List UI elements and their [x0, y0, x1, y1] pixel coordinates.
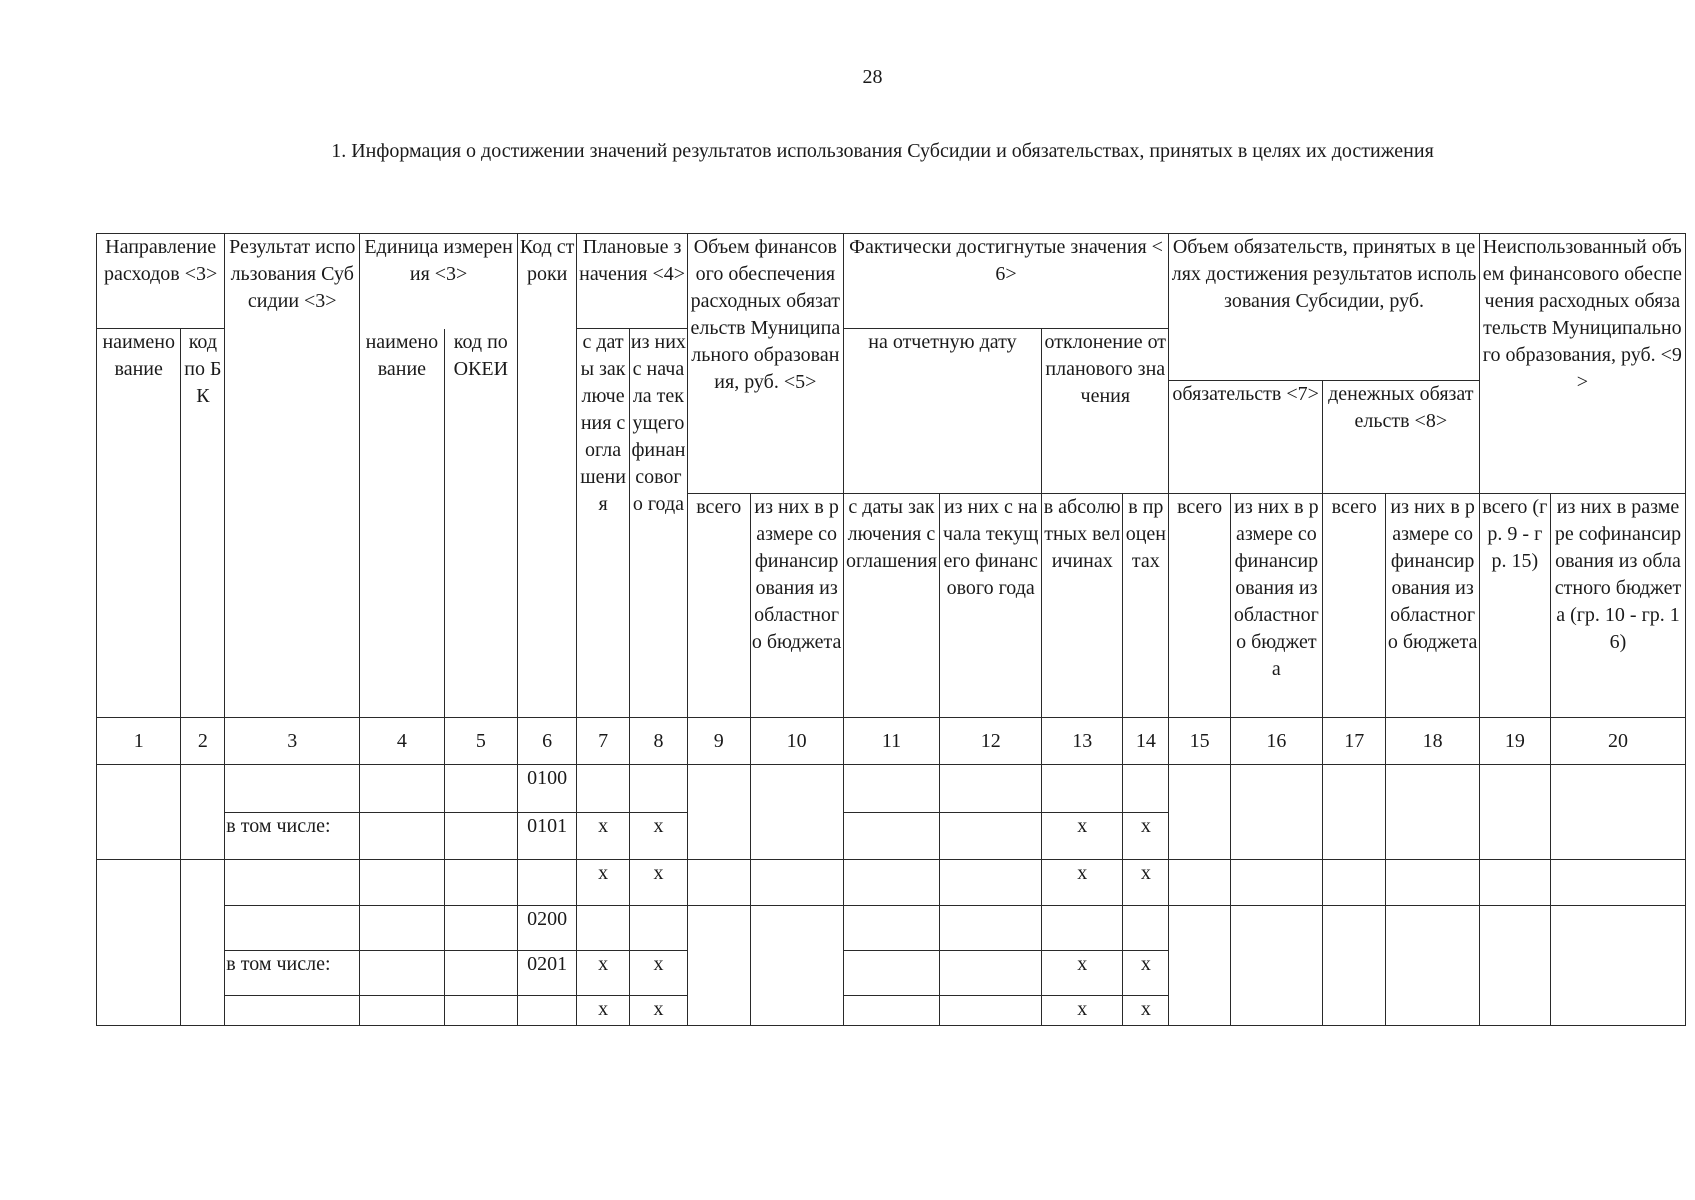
table-cell[interactable] — [181, 860, 225, 1026]
table-cell[interactable] — [518, 996, 577, 1026]
header-naimenovanie: наименование — [97, 329, 181, 718]
row-code: 0201 — [518, 951, 577, 996]
table-cell[interactable] — [1550, 906, 1685, 1026]
column-number: 3 — [225, 718, 360, 765]
header-rezultat: Результат использования Субсидии <3> — [225, 234, 360, 718]
x-mark: x — [629, 860, 687, 906]
x-mark: x — [1123, 951, 1169, 996]
table-cell[interactable] — [1386, 765, 1479, 860]
table-cell[interactable] — [1169, 765, 1230, 860]
table-cell[interactable] — [843, 906, 939, 951]
header-neisp-iz-nih: из них в размере софинансирования из областного бюджета (гр. 10 - гр. 16) — [1550, 494, 1685, 718]
table-cell[interactable] — [360, 996, 444, 1026]
column-number: 5 — [444, 718, 517, 765]
table-cell[interactable] — [1169, 906, 1230, 1026]
table-cell[interactable] — [940, 951, 1042, 996]
row-code: 0200 — [518, 906, 577, 951]
x-mark: x — [577, 813, 630, 860]
x-mark: x — [1042, 813, 1123, 860]
header-obyaz-vsego: всего — [1169, 494, 1230, 718]
column-number: 20 — [1550, 718, 1685, 765]
table-cell[interactable] — [750, 860, 843, 906]
header-obyaz: Объем обязательств, принятых в целях достижения результатов использования Субсидии, руб. — [1169, 234, 1479, 381]
column-number: 12 — [940, 718, 1042, 765]
table-cell[interactable] — [940, 906, 1042, 951]
header-fakt-iz-nih: из них с начала текущего финансового года — [940, 494, 1042, 718]
column-number: 13 — [1042, 718, 1123, 765]
header-v-proc: в процентах — [1123, 494, 1169, 718]
table-cell[interactable] — [1479, 906, 1550, 1026]
table-cell[interactable] — [444, 813, 517, 860]
table-cell[interactable] — [629, 906, 687, 951]
v-tom-chisle-label: в том числе: — [225, 813, 360, 860]
column-number: 19 — [1479, 718, 1550, 765]
table-cell[interactable] — [1230, 860, 1322, 906]
header-plan-iz-nih: из них с начала текущего финансового года — [629, 329, 687, 718]
x-mark: x — [629, 996, 687, 1026]
table-cell[interactable] — [1479, 860, 1550, 906]
column-number: 9 — [688, 718, 751, 765]
column-number: 6 — [518, 718, 577, 765]
table-cell[interactable] — [577, 906, 630, 951]
table-cell[interactable] — [1386, 906, 1479, 1026]
results-table — [96, 233, 1686, 1026]
table-cell[interactable] — [1550, 765, 1685, 860]
header-den-8: денежных обязательств <8> — [1322, 381, 1479, 494]
table-cell[interactable] — [750, 906, 843, 1026]
header-neisp: Неиспользованный объем финансового обеспечения расходных обязательств Муниципального образования, руб. <9> — [1479, 234, 1685, 494]
table-cell[interactable] — [940, 860, 1042, 906]
table-cell[interactable] — [750, 765, 843, 860]
table-cell[interactable] — [688, 765, 751, 860]
table-cell[interactable] — [1322, 860, 1386, 906]
header-fakt: Фактически достигнутые значения <6> — [843, 234, 1169, 329]
v-tom-chisle-label: в том числе: — [225, 951, 360, 996]
header-otklonenie: отклонение от планового значения — [1042, 329, 1169, 494]
header-obem: Объем финансового обеспечения расходных обязательств Муниципального образования, руб. <5> — [688, 234, 844, 494]
column-number: 11 — [843, 718, 939, 765]
header-plan: Плановые значения <4> — [577, 234, 688, 329]
header-okei: код по ОКЕИ — [444, 329, 517, 718]
table-cell[interactable] — [843, 813, 939, 860]
header-fakt-c-daty: с даты заключения соглашения — [843, 494, 939, 718]
table-cell[interactable] — [444, 951, 517, 996]
header-den-vsego: всего — [1322, 494, 1386, 718]
table-cell[interactable] — [1042, 765, 1123, 813]
table-cell[interactable] — [688, 906, 751, 1026]
header-den-iz-nih: из них в размере софинансирования из областного бюджета — [1386, 494, 1479, 718]
table-cell[interactable] — [940, 996, 1042, 1026]
header-edinica-naim: наименование — [360, 329, 444, 718]
header-obyaz-iz-nih: из них в размере софинансирования из областного бюджета — [1230, 494, 1322, 718]
table-cell[interactable] — [225, 996, 360, 1026]
header-kod-bk: код по БК — [181, 329, 225, 718]
header-napravlenie: Направление расходов <3> — [97, 234, 225, 329]
table-cell[interactable] — [1169, 860, 1230, 906]
table-cell[interactable] — [1322, 765, 1386, 860]
table-cell[interactable] — [1123, 765, 1169, 813]
x-mark: x — [1042, 996, 1123, 1026]
x-mark: x — [577, 996, 630, 1026]
column-number: 14 — [1123, 718, 1169, 765]
table-cell[interactable] — [444, 860, 517, 906]
x-mark: x — [577, 951, 630, 996]
x-mark: x — [629, 951, 687, 996]
row-code: 0100 — [518, 765, 577, 813]
header-na-datu: на отчетную дату — [843, 329, 1041, 494]
table-cell[interactable] — [688, 860, 751, 906]
table-cell[interactable] — [843, 951, 939, 996]
column-number: 10 — [750, 718, 843, 765]
column-number: 18 — [1386, 718, 1479, 765]
table-cell[interactable] — [360, 813, 444, 860]
table-cell[interactable] — [225, 906, 360, 951]
table-cell[interactable] — [1550, 860, 1685, 906]
column-number: 17 — [1322, 718, 1386, 765]
header-plan-c-daty: с даты заключения соглашения — [577, 329, 630, 718]
x-mark: x — [1123, 996, 1169, 1026]
table-cell[interactable] — [225, 860, 360, 906]
table-cell[interactable] — [444, 906, 517, 951]
table-cell[interactable] — [629, 765, 687, 813]
column-number: 8 — [629, 718, 687, 765]
page-number: 28 — [862, 66, 883, 88]
x-mark: x — [1042, 951, 1123, 996]
table-cell[interactable] — [1230, 765, 1322, 860]
column-number: 7 — [577, 718, 630, 765]
table-cell[interactable] — [940, 765, 1042, 813]
header-obyaz-7: обязательств <7> — [1169, 381, 1322, 494]
header-v-absol: в абсолютных величинах — [1042, 494, 1123, 718]
header-obem-iz-nih: из них в размере софинансирования из областного бюджета — [750, 494, 843, 718]
table-cell[interactable] — [1230, 906, 1322, 1026]
x-mark: x — [629, 813, 687, 860]
table-cell[interactable] — [843, 996, 939, 1026]
header-edinica: Единица измерения <3> — [360, 234, 518, 329]
table-cell[interactable] — [1042, 906, 1123, 951]
table-cell[interactable] — [360, 906, 444, 951]
row-code: 0101 — [518, 813, 577, 860]
table-cell[interactable] — [97, 765, 181, 860]
header-obem-vsego: всего — [688, 494, 751, 718]
x-mark: x — [1042, 860, 1123, 906]
table-cell[interactable] — [444, 996, 517, 1026]
table-cell[interactable] — [518, 860, 577, 906]
column-number: 2 — [181, 718, 225, 765]
table-cell[interactable] — [1386, 860, 1479, 906]
header-kod-stroki: Код строки — [518, 234, 577, 718]
table-cell[interactable] — [360, 765, 444, 813]
table-cell[interactable] — [360, 860, 444, 906]
table-cell[interactable] — [843, 860, 939, 906]
x-mark: x — [577, 860, 630, 906]
table-cell[interactable] — [225, 765, 360, 813]
table-cell[interactable] — [1123, 906, 1169, 951]
column-number: 15 — [1169, 718, 1230, 765]
table-cell[interactable] — [97, 860, 181, 1026]
table-cell[interactable] — [360, 951, 444, 996]
x-mark: x — [1123, 860, 1169, 906]
column-number: 16 — [1230, 718, 1322, 765]
header-neisp-vsego: всего (гр. 9 - гр. 15) — [1479, 494, 1550, 718]
table-cell[interactable] — [1479, 765, 1550, 860]
table-cell[interactable] — [444, 765, 517, 813]
column-number: 4 — [360, 718, 444, 765]
table-cell[interactable] — [843, 765, 939, 813]
table-cell[interactable] — [577, 765, 630, 813]
table-cell[interactable] — [940, 813, 1042, 860]
section-heading: 1. Информация о достижении значений результатов использования Субсидии и обязательствах, принятых в целях их достижения — [331, 140, 1434, 162]
x-mark: x — [1123, 813, 1169, 860]
table-cell[interactable] — [1322, 906, 1386, 1026]
table-cell[interactable] — [181, 765, 225, 860]
column-number: 1 — [97, 718, 181, 765]
